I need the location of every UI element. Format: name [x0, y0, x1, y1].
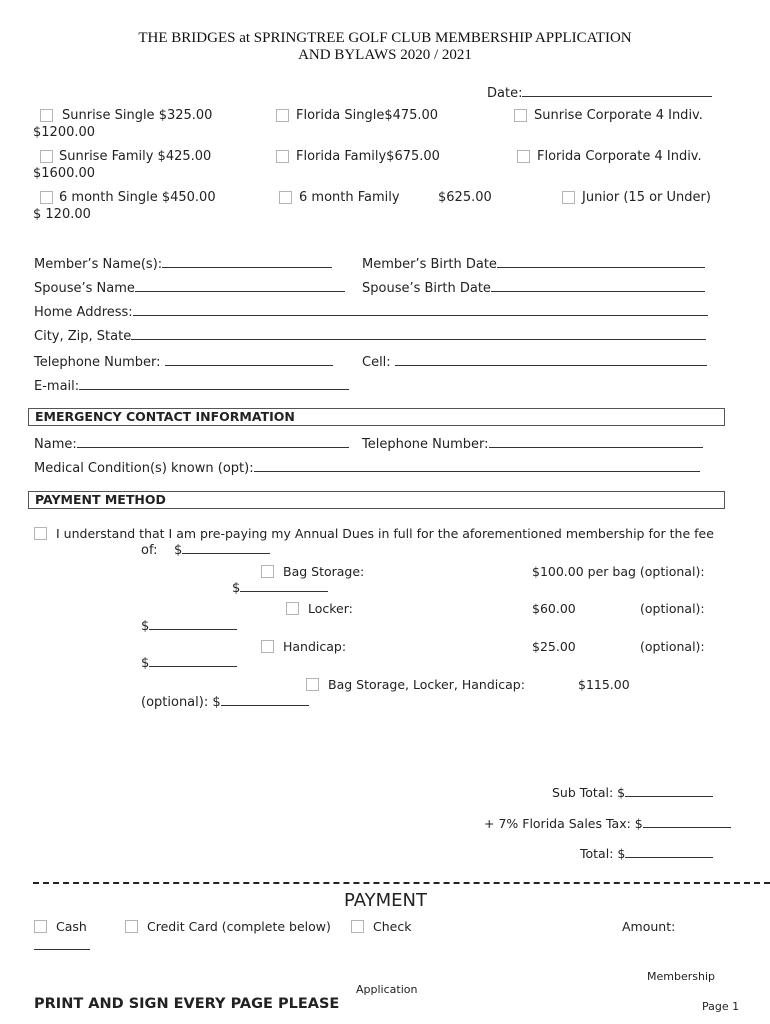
city-zip-state-field[interactable] — [131, 327, 706, 340]
bag-storage-price: $100.00 per bag (optional): — [532, 564, 705, 579]
subtotal-label: Sub Total: $ — [552, 785, 626, 800]
emergency-contact-header — [28, 408, 725, 426]
spouses-birth-date-label: Spouse’s Birth Date — [362, 281, 491, 296]
combo-amount-row — [141, 693, 309, 711]
cell-label: Cell: — [362, 355, 391, 370]
combo-checkbox[interactable] — [306, 678, 319, 691]
cut-line-divider — [33, 882, 770, 884]
prepay-checkbox[interactable] — [34, 527, 47, 540]
spouses-name-row — [34, 279, 345, 297]
email-row — [34, 377, 349, 395]
credit-card-label: Credit Card (complete below) — [147, 919, 331, 934]
payment-heading: PAYMENT — [344, 890, 427, 911]
six-month-family-checkbox[interactable] — [279, 191, 292, 204]
bag-storage-label: Bag Storage: — [283, 564, 365, 579]
total-row — [580, 845, 713, 862]
bag-storage-checkbox[interactable] — [261, 565, 274, 578]
sunrise-corporate-checkbox[interactable] — [514, 109, 527, 122]
page-number: Page 1 — [702, 1000, 740, 1013]
bag-storage-amount-row — [232, 579, 328, 597]
junior-price: $ 120.00 — [33, 207, 91, 222]
payment-method-header — [28, 491, 725, 509]
combo-amount-field[interactable] — [221, 693, 309, 706]
medical-conditions-row — [34, 459, 700, 477]
email-field[interactable] — [79, 377, 349, 390]
credit-card-checkbox[interactable] — [125, 920, 138, 933]
handicap-checkbox[interactable] — [261, 640, 274, 653]
locker-checkbox[interactable] — [286, 602, 299, 615]
six-month-family-label: 6 month Family — [299, 190, 400, 205]
sunrise-family-checkbox[interactable] — [40, 150, 53, 163]
handicap-amount-field[interactable] — [149, 654, 237, 667]
emergency-name-field[interactable] — [77, 435, 349, 448]
locker-price: $60.00 — [532, 601, 576, 616]
florida-corporate-checkbox[interactable] — [517, 150, 530, 163]
medical-conditions-field[interactable] — [254, 459, 700, 472]
print-sign-notice: PRINT AND SIGN EVERY PAGE PLEASE — [34, 996, 340, 1012]
subtotal-row — [552, 784, 713, 801]
spouses-birth-date-row — [362, 279, 705, 297]
six-month-single-checkbox[interactable] — [40, 191, 53, 204]
spouses-name-label: Spouse’s Name — [34, 281, 135, 296]
sunrise-family-label: Sunrise Family $425.00 — [59, 149, 212, 164]
members-birth-date-label: Member’s Birth Date — [362, 257, 497, 272]
email-label: E-mail: — [34, 379, 80, 394]
amount-line-row — [34, 937, 90, 955]
junior-label: Junior (15 or Under) — [582, 190, 711, 205]
sunrise-single-label: Sunrise Single $325.00 — [62, 108, 213, 123]
junior-checkbox[interactable] — [562, 191, 575, 204]
date-label: Date: — [487, 86, 523, 101]
tax-row — [484, 815, 731, 832]
fee-of-label: of: — [141, 543, 158, 558]
florida-single-checkbox[interactable] — [276, 109, 289, 122]
emergency-telephone-label: Telephone Number: — [362, 437, 489, 452]
locker-optional: (optional): — [640, 601, 705, 616]
sunrise-corporate-price: $1200.00 — [33, 125, 96, 140]
members-birth-date-row — [362, 255, 705, 273]
payment-method-heading: PAYMENT METHOD — [35, 492, 166, 507]
handicap-label: Handicap: — [283, 639, 347, 654]
six-month-single-label: 6 month Single $450.00 — [59, 190, 216, 205]
cash-checkbox[interactable] — [34, 920, 47, 933]
city-zip-state-row — [34, 327, 706, 345]
cell-field[interactable] — [395, 353, 707, 366]
combo-price: $115.00 — [578, 677, 630, 692]
bag-storage-amount-field[interactable] — [240, 579, 328, 592]
amount-label: Amount: — [622, 919, 676, 934]
cell-row — [362, 353, 707, 371]
date-field[interactable] — [522, 84, 712, 97]
home-address-row — [34, 303, 708, 321]
check-checkbox[interactable] — [351, 920, 364, 933]
sunrise-single-checkbox[interactable] — [40, 109, 53, 122]
handicap-dollar: $ — [141, 656, 150, 671]
locker-label: Locker: — [308, 601, 353, 616]
handicap-amount-row — [141, 654, 237, 672]
spouses-name-field[interactable] — [135, 279, 345, 292]
form-title-line1: THE BRIDGES at SPRINGTREE GOLF CLUB MEMBERSHIP APPLICATION — [138, 30, 632, 46]
amount-field[interactable] — [34, 937, 90, 950]
check-label: Check — [373, 919, 412, 934]
tax-field[interactable] — [643, 815, 731, 828]
cash-label: Cash — [56, 919, 87, 934]
spouses-birth-date-field[interactable] — [491, 279, 705, 292]
telephone-label: Telephone Number: — [34, 355, 161, 370]
medical-conditions-label: Medical Condition(s) known (opt): — [34, 461, 254, 476]
members-birth-date-field[interactable] — [497, 255, 705, 268]
florida-family-checkbox[interactable] — [276, 150, 289, 163]
locker-amount-row — [141, 617, 237, 635]
footer-application: Application — [356, 983, 418, 996]
date-row — [487, 84, 712, 102]
six-month-family-price: $625.00 — [438, 190, 492, 205]
florida-corporate-price: $1600.00 — [33, 166, 96, 181]
florida-corporate-label: Florida Corporate 4 Indiv. — [537, 149, 702, 164]
locker-amount-field[interactable] — [149, 617, 237, 630]
fee-row — [141, 541, 270, 559]
total-label: Total: $ — [580, 846, 626, 861]
prepay-statement: I understand that I am pre-paying my Annual Dues in full for the aforementioned membership for the fee — [56, 526, 714, 541]
members-name-field[interactable] — [162, 255, 332, 268]
total-field[interactable] — [625, 845, 713, 858]
city-zip-state-label: City, Zip, State — [34, 329, 132, 344]
footer-membership: Membership — [647, 970, 715, 983]
florida-family-label: Florida Family$675.00 — [296, 149, 440, 164]
emergency-contact-heading: EMERGENCY CONTACT INFORMATION — [35, 409, 295, 424]
emergency-name-label: Name: — [34, 437, 77, 452]
combo-optional-label: (optional): $ — [141, 695, 221, 710]
locker-dollar: $ — [141, 619, 150, 634]
subtotal-field[interactable] — [625, 784, 713, 797]
combo-label: Bag Storage, Locker, Handicap: — [328, 677, 525, 692]
telephone-row — [34, 353, 333, 371]
bag-storage-dollar: $ — [232, 581, 241, 596]
fee-field[interactable] — [182, 541, 270, 554]
florida-single-label: Florida Single$475.00 — [296, 108, 439, 123]
members-name-row — [34, 255, 332, 273]
sunrise-corporate-label: Sunrise Corporate 4 Indiv. — [534, 108, 703, 123]
emergency-telephone-row — [362, 435, 703, 453]
emergency-name-row — [34, 435, 349, 453]
handicap-optional: (optional): — [640, 639, 705, 654]
emergency-telephone-field[interactable] — [489, 435, 703, 448]
fee-dollar: $ — [173, 543, 183, 558]
telephone-field[interactable] — [165, 353, 333, 366]
home-address-field[interactable] — [133, 303, 708, 316]
handicap-price: $25.00 — [532, 639, 576, 654]
tax-label: + 7% Florida Sales Tax: $ — [484, 816, 643, 831]
home-address-label: Home Address: — [34, 305, 133, 320]
members-name-label: Member’s Name(s): — [34, 257, 163, 272]
form-title-line2: AND BYLAWS 2020 / 2021 — [298, 47, 472, 63]
